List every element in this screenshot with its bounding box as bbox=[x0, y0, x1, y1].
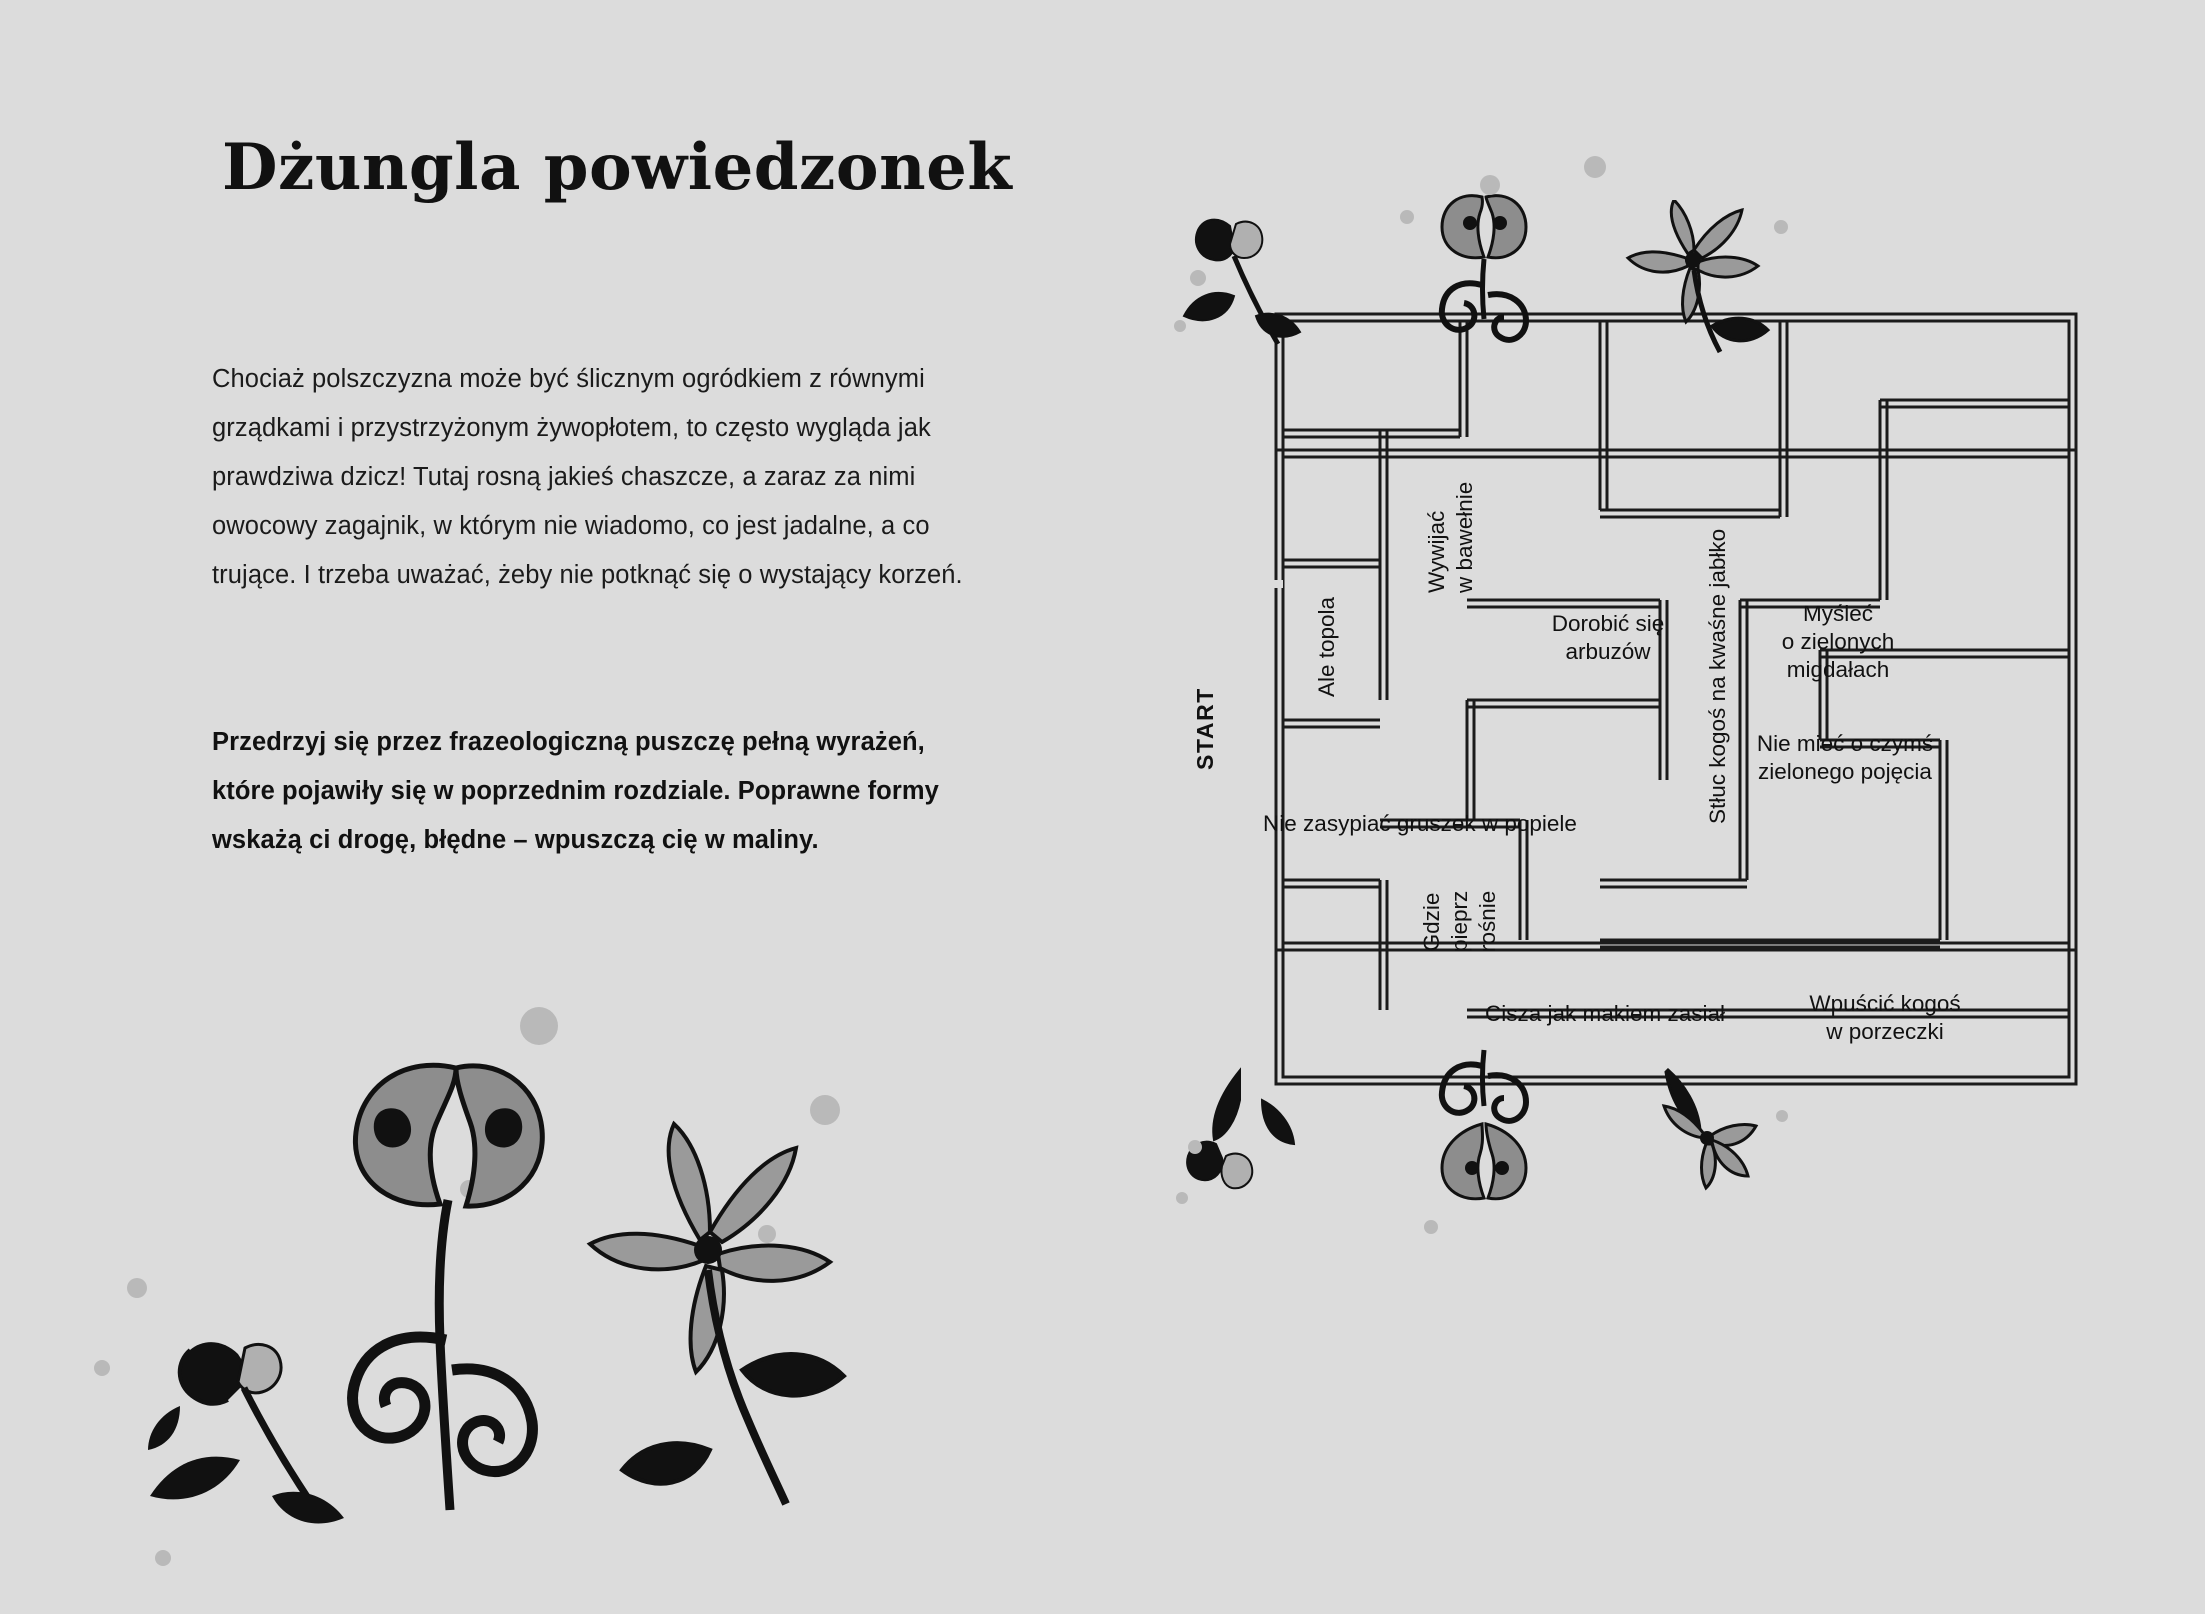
maze-diagram bbox=[1180, 180, 2170, 1420]
dot-decoration bbox=[1424, 1220, 1438, 1234]
maze-label-wpuscic-kogos-w-porzeczki: Wpuścić kogoś w porzeczki bbox=[1809, 991, 1961, 1044]
dot-decoration bbox=[1774, 220, 1788, 234]
dot-decoration bbox=[1776, 1110, 1788, 1122]
decoration-bottom-left bbox=[80, 940, 1100, 1614]
lily-flower-icon bbox=[1610, 200, 1780, 370]
dot-decoration bbox=[1400, 210, 1414, 224]
maze-start-label: START bbox=[1192, 687, 1218, 770]
maze-label-gdzie-pieprz-rosnie: Gdzie pieprz rośnie bbox=[1419, 890, 1500, 952]
maze-label-cisza-jak-makiem-zasial: Cisza jak makiem zasiał bbox=[1484, 1001, 1726, 1026]
dot-decoration bbox=[94, 1360, 110, 1376]
maze-label-ale-topola: Ale topola bbox=[1314, 596, 1339, 697]
dot-decoration bbox=[1480, 175, 1500, 195]
dot-decoration bbox=[1188, 1140, 1202, 1154]
intro-paragraph: Chociaż polszczyzna może być ślicznym ogródkiem z równymi grządkami i przystrzyżonym żywopłotem, to często wygląda jak prawdziwa dzicz! Tutaj rosną jakieś chaszcze, a zaraz za nimi owocowy zagajnik, w którym nie wiadomo, co jest jadalne, a co trujące. I trzeba uważać, żeby nie potknąć się o wystający korzeń. bbox=[212, 365, 963, 589]
instruction-paragraph: Przedrzyj się przez frazeologiczną puszczę pełną wyrażeń, które pojawiły się w poprzednim rozdziale. Poprawne formy wskażą ci drogę, błędne – wpuszczą cię w maliny. bbox=[212, 728, 939, 854]
lily-flower-icon bbox=[1620, 1050, 1790, 1200]
maze-label-stluc-kogos-na-kwasne-jablko: Stłuc kogoś na kwaśne jabłko bbox=[1705, 528, 1730, 824]
maze-label-nie-zasypiac-gruszek-w-popiele: Nie zasypiać gruszek w popiele bbox=[1263, 811, 1577, 836]
maze-label-dorobic-sie-arbuzow: Dorobić się arbuzów bbox=[1551, 611, 1665, 664]
dot-decoration bbox=[1174, 320, 1186, 332]
maze-label-wywijac-w-bawelnie: Wywijać w bawełnie bbox=[1424, 481, 1477, 593]
maze-label-myslec-o-zielonych-migdalach: Myśleć o zielonych migdałach bbox=[1781, 601, 1895, 682]
dot-decoration bbox=[1584, 156, 1606, 178]
poppy-flower-icon bbox=[1420, 175, 1570, 365]
page-title: Dżungla powiedzonek bbox=[222, 130, 1013, 205]
poppy-flower-icon bbox=[1420, 1040, 1570, 1230]
lily-flower-icon bbox=[550, 1120, 880, 1520]
bellflower-icon bbox=[1170, 200, 1310, 370]
dot-decoration bbox=[1176, 1192, 1188, 1204]
dot-decoration bbox=[127, 1278, 147, 1298]
dot-decoration bbox=[1190, 270, 1206, 286]
maze-label-nie-miec-o-czyms-zielonego-pojecia: Nie mieć o czymś zielonego pojęcia bbox=[1756, 731, 1934, 784]
